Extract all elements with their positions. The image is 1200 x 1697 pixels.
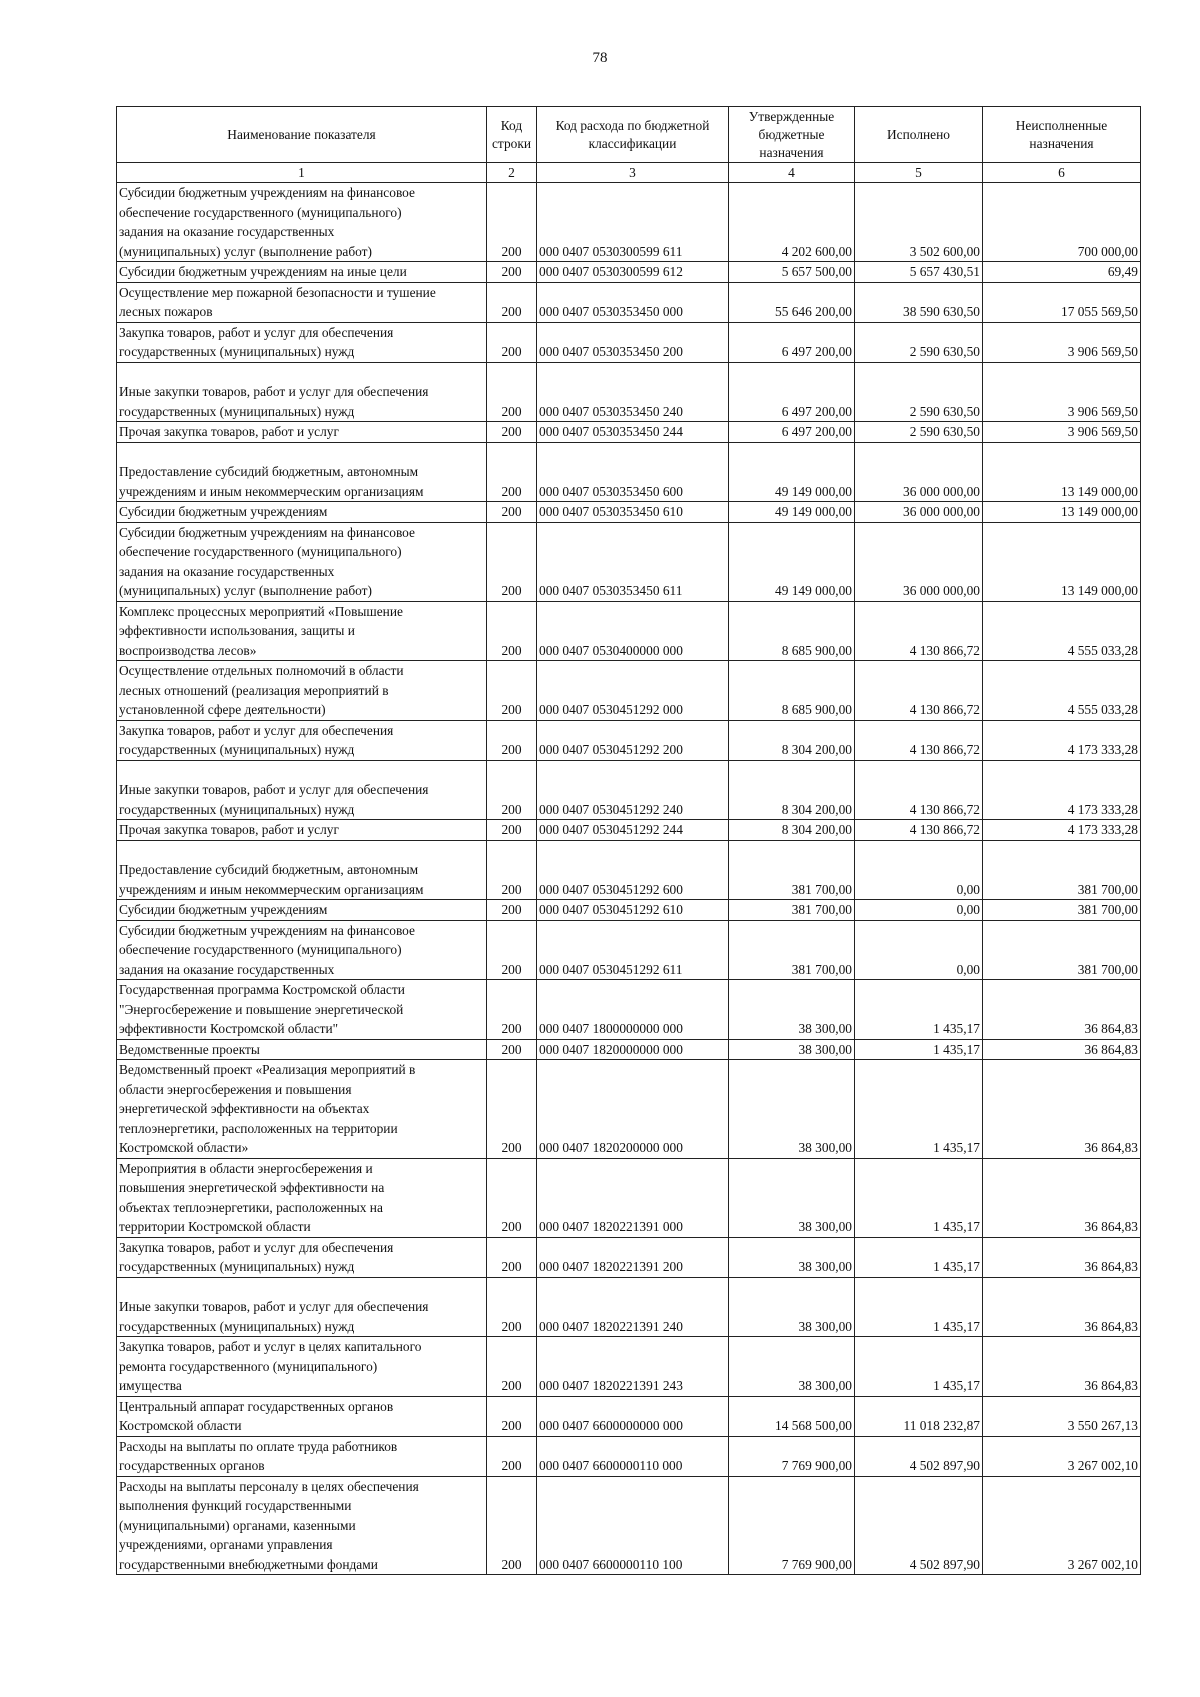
unexecuted-amount-cell: 13 149 000,00 [983,522,1141,601]
page-number: 78 [592,50,608,66]
indicator-name-cell: Предоставление субсидий бюджетным, автономным учреждениям и иным некоммерческим организациям [117,442,487,502]
indicator-name-cell: Государственная программа Костромской области "Энергосбережение и повышение энергетической эффективности Костромской области" [117,980,487,1040]
line-code-cell: 200 [487,820,537,841]
executed-amount-cell: 36 000 000,00 [855,502,983,523]
table-row [117,1476,1141,1575]
expense-code-cell: 000 0407 1820200000 000 [537,1060,729,1159]
table-row [117,183,1141,262]
approved-amount-cell: 49 149 000,00 [729,502,855,523]
executed-amount-cell: 0,00 [855,920,983,980]
unexecuted-amount-cell: 36 864,83 [983,1277,1141,1337]
unexecuted-amount-cell: 4 173 333,28 [983,720,1141,760]
table-row [117,1060,1141,1159]
indicator-name-cell: Мероприятия в области энергосбережения и повышения энергетической эффективности на объектах теплоэнергетики, расположенных на территории Костромской области [117,1158,487,1237]
line-code-cell: 200 [487,980,537,1040]
expense-code-cell: 000 0407 0530451292 240 [537,760,729,820]
approved-amount-cell: 7 769 900,00 [729,1436,855,1476]
unexecuted-amount-cell: 700 000,00 [983,183,1141,262]
line-code-cell: 200 [487,840,537,900]
indicator-name-cell: Ведомственный проект «Реализация мероприятий в области энергосбережения и повышения энергетической эффективности на объектах теплоэнергетики, расположенных на территории Костромской области» [117,1060,487,1159]
header-unexecuted: Неисполненные назначения [983,107,1141,163]
line-code-cell: 200 [487,262,537,283]
unexecuted-amount-cell: 69,49 [983,262,1141,283]
unexecuted-amount-cell: 4 173 333,28 [983,760,1141,820]
line-code-cell: 200 [487,1158,537,1237]
line-code-cell: 200 [487,900,537,921]
expense-code-cell: 000 0407 0530451292 610 [537,900,729,921]
executed-amount-cell: 5 657 430,51 [855,262,983,283]
table-row [117,661,1141,721]
expense-code-cell: 000 0407 0530353450 244 [537,422,729,443]
table-row [117,322,1141,362]
approved-amount-cell: 38 300,00 [729,1277,855,1337]
unexecuted-amount-cell: 3 906 569,50 [983,322,1141,362]
executed-amount-cell: 1 435,17 [855,1158,983,1237]
table-row [117,1158,1141,1237]
unexecuted-amount-cell: 13 149 000,00 [983,442,1141,502]
expense-code-cell: 000 0407 6600000110 100 [537,1476,729,1575]
line-code-cell: 200 [487,362,537,422]
unexecuted-amount-cell: 3 267 002,10 [983,1436,1141,1476]
approved-amount-cell: 381 700,00 [729,900,855,921]
unexecuted-amount-cell: 36 864,83 [983,1060,1141,1159]
expense-code-cell: 000 0407 6600000000 000 [537,1396,729,1436]
approved-amount-cell: 8 304 200,00 [729,720,855,760]
unexecuted-amount-cell: 381 700,00 [983,920,1141,980]
header-executed: Исполнено [855,107,983,163]
executed-amount-cell: 38 590 630,50 [855,282,983,322]
line-code-cell: 200 [487,1277,537,1337]
executed-amount-cell: 4 130 866,72 [855,720,983,760]
line-code-cell: 200 [487,720,537,760]
line-code-cell: 200 [487,322,537,362]
unexecuted-amount-cell: 3 267 002,10 [983,1476,1141,1575]
table-row [117,1436,1141,1476]
indicator-name-cell: Осуществление мер пожарной безопасности и тушение лесных пожаров [117,282,487,322]
approved-amount-cell: 4 202 600,00 [729,183,855,262]
approved-amount-cell: 55 646 200,00 [729,282,855,322]
indicator-name-cell: Иные закупки товаров, работ и услуг для обеспечения государственных (муниципальных) нужд [117,1277,487,1337]
line-code-cell: 200 [487,1237,537,1277]
expense-code-cell: 000 0407 1800000000 000 [537,980,729,1040]
unexecuted-amount-cell: 36 864,83 [983,1337,1141,1397]
expense-code-cell: 000 0407 1820221391 240 [537,1277,729,1337]
line-code-cell: 200 [487,1476,537,1575]
expense-code-cell: 000 0407 0530451292 200 [537,720,729,760]
executed-amount-cell: 2 590 630,50 [855,322,983,362]
expense-code-cell: 000 0407 0530353450 611 [537,522,729,601]
executed-amount-cell: 4 130 866,72 [855,601,983,661]
approved-amount-cell: 7 769 900,00 [729,1476,855,1575]
expense-code-cell: 000 0407 0530451292 244 [537,820,729,841]
expense-code-cell: 000 0407 0530353450 610 [537,502,729,523]
executed-amount-cell: 4 130 866,72 [855,661,983,721]
executed-amount-cell: 1 435,17 [855,1039,983,1060]
executed-amount-cell: 1 435,17 [855,1060,983,1159]
approved-amount-cell: 38 300,00 [729,1158,855,1237]
budget-execution-table [116,106,1141,1575]
executed-amount-cell: 1 435,17 [855,1237,983,1277]
approved-amount-cell: 6 497 200,00 [729,322,855,362]
approved-amount-cell: 38 300,00 [729,1039,855,1060]
table-row [117,601,1141,661]
executed-amount-cell: 1 435,17 [855,980,983,1040]
executed-amount-cell: 36 000 000,00 [855,522,983,601]
table-row [117,362,1141,422]
unexecuted-amount-cell: 3 906 569,50 [983,422,1141,443]
unexecuted-amount-cell: 4 555 033,28 [983,661,1141,721]
column-number: 1 [117,163,487,183]
expense-code-cell: 000 0407 0530451292 600 [537,840,729,900]
executed-amount-cell: 11 018 232,87 [855,1396,983,1436]
unexecuted-amount-cell: 4 555 033,28 [983,601,1141,661]
table-row [117,820,1141,841]
indicator-name-cell: Субсидии бюджетным учреждениям на финансовое обеспечение государственного (муниципального) задания на оказание государственных [117,920,487,980]
line-code-cell: 200 [487,282,537,322]
approved-amount-cell: 38 300,00 [729,1237,855,1277]
table-row [117,840,1141,900]
table-row [117,1039,1141,1060]
table-row [117,522,1141,601]
executed-amount-cell: 4 130 866,72 [855,820,983,841]
executed-amount-cell: 4 502 897,90 [855,1476,983,1575]
executed-amount-cell: 0,00 [855,840,983,900]
approved-amount-cell: 8 304 200,00 [729,820,855,841]
approved-amount-cell: 381 700,00 [729,920,855,980]
approved-amount-cell: 14 568 500,00 [729,1396,855,1436]
column-number: 2 [487,163,537,183]
indicator-name-cell: Иные закупки товаров, работ и услуг для обеспечения государственных (муниципальных) нужд [117,362,487,422]
line-code-cell: 200 [487,522,537,601]
indicator-name-cell: Субсидии бюджетным учреждениям [117,502,487,523]
header-line-code: Код строки [487,107,537,163]
unexecuted-amount-cell: 3 906 569,50 [983,362,1141,422]
executed-amount-cell: 36 000 000,00 [855,442,983,502]
executed-amount-cell: 4 502 897,90 [855,1436,983,1476]
unexecuted-amount-cell: 36 864,83 [983,1237,1141,1277]
approved-amount-cell: 6 497 200,00 [729,422,855,443]
indicator-name-cell: Прочая закупка товаров, работ и услуг [117,820,487,841]
unexecuted-amount-cell: 17 055 569,50 [983,282,1141,322]
unexecuted-amount-cell: 3 550 267,13 [983,1396,1141,1436]
expense-code-cell: 000 0407 1820221391 200 [537,1237,729,1277]
column-numbers-row [117,163,1141,183]
table-row [117,422,1141,443]
line-code-cell: 200 [487,920,537,980]
approved-amount-cell: 8 304 200,00 [729,760,855,820]
header-approved: Утвержденные бюджетные назначения [729,107,855,163]
column-number: 4 [729,163,855,183]
expense-code-cell: 000 0407 0530353450 200 [537,322,729,362]
column-number: 3 [537,163,729,183]
table-row [117,720,1141,760]
indicator-name-cell: Расходы на выплаты по оплате труда работников государственных органов [117,1436,487,1476]
table-row [117,502,1141,523]
executed-amount-cell: 1 435,17 [855,1277,983,1337]
table-row [117,760,1141,820]
table-row [117,1277,1141,1337]
expense-code-cell: 000 0407 0530300599 612 [537,262,729,283]
table-row [117,442,1141,502]
unexecuted-amount-cell: 381 700,00 [983,840,1141,900]
table-row [117,1237,1141,1277]
approved-amount-cell: 38 300,00 [729,1060,855,1159]
expense-code-cell: 000 0407 0530300599 611 [537,183,729,262]
unexecuted-amount-cell: 36 864,83 [983,1039,1141,1060]
approved-amount-cell: 38 300,00 [729,980,855,1040]
executed-amount-cell: 2 590 630,50 [855,362,983,422]
indicator-name-cell: Предоставление субсидий бюджетным, автономным учреждениям и иным некоммерческим организациям [117,840,487,900]
executed-amount-cell: 2 590 630,50 [855,422,983,443]
approved-amount-cell: 38 300,00 [729,1337,855,1397]
approved-amount-cell: 49 149 000,00 [729,442,855,502]
expense-code-cell: 000 0407 1820221391 000 [537,1158,729,1237]
line-code-cell: 200 [487,442,537,502]
expense-code-cell: 000 0407 1820221391 243 [537,1337,729,1397]
table-row [117,900,1141,921]
expense-code-cell: 000 0407 6600000110 000 [537,1436,729,1476]
line-code-cell: 200 [487,1039,537,1060]
line-code-cell: 200 [487,502,537,523]
table-row [117,1396,1141,1436]
indicator-name-cell: Субсидии бюджетным учреждениям на финансовое обеспечение государственного (муниципального) задания на оказание государственных (муниципальных) услуг (выполнение работ) [117,522,487,601]
approved-amount-cell: 8 685 900,00 [729,661,855,721]
expense-code-cell: 000 0407 0530353450 600 [537,442,729,502]
unexecuted-amount-cell: 4 173 333,28 [983,820,1141,841]
column-number: 6 [983,163,1141,183]
indicator-name-cell: Комплекс процессных мероприятий «Повышение эффективности использования, защиты и воспроизводства лесов» [117,601,487,661]
approved-amount-cell: 381 700,00 [729,840,855,900]
line-code-cell: 200 [487,601,537,661]
unexecuted-amount-cell: 13 149 000,00 [983,502,1141,523]
table-row [117,1337,1141,1397]
expense-code-cell: 000 0407 0530451292 000 [537,661,729,721]
expense-code-cell: 000 0407 1820000000 000 [537,1039,729,1060]
indicator-name-cell: Субсидии бюджетным учреждениям на финансовое обеспечение государственного (муниципального) задания на оказание государственных (муниципальных) услуг (выполнение работ) [117,183,487,262]
indicator-name-cell: Субсидии бюджетным учреждениям [117,900,487,921]
indicator-name-cell: Осуществление отдельных полномочий в области лесных отношений (реализация мероприятий в установленной сфере деятельности) [117,661,487,721]
executed-amount-cell: 1 435,17 [855,1337,983,1397]
approved-amount-cell: 5 657 500,00 [729,262,855,283]
line-code-cell: 200 [487,1060,537,1159]
indicator-name-cell: Закупка товаров, работ и услуг в целях капитального ремонта государственного (муниципального) имущества [117,1337,487,1397]
indicator-name-cell: Закупка товаров, работ и услуг для обеспечения государственных (муниципальных) нужд [117,322,487,362]
expense-code-cell: 000 0407 0530353450 000 [537,282,729,322]
line-code-cell: 200 [487,422,537,443]
expense-code-cell: 000 0407 0530451292 611 [537,920,729,980]
line-code-cell: 200 [487,183,537,262]
indicator-name-cell: Прочая закупка товаров, работ и услуг [117,422,487,443]
indicator-name-cell: Субсидии бюджетным учреждениям на иные цели [117,262,487,283]
indicator-name-cell: Ведомственные проекты [117,1039,487,1060]
unexecuted-amount-cell: 36 864,83 [983,1158,1141,1237]
indicator-name-cell: Расходы на выплаты персоналу в целях обеспечения выполнения функций государственными (муниципальными) органами, казенными учреждениями, органами управления государственными внебюджетными фондами [117,1476,487,1575]
column-number: 5 [855,163,983,183]
line-code-cell: 200 [487,1337,537,1397]
indicator-name-cell: Закупка товаров, работ и услуг для обеспечения государственных (муниципальных) нужд [117,1237,487,1277]
table-row [117,920,1141,980]
table-row [117,282,1141,322]
table-row [117,980,1141,1040]
line-code-cell: 200 [487,1396,537,1436]
line-code-cell: 200 [487,760,537,820]
expense-code-cell: 000 0407 0530400000 000 [537,601,729,661]
executed-amount-cell: 3 502 600,00 [855,183,983,262]
table-header-row [117,107,1141,163]
line-code-cell: 200 [487,1436,537,1476]
table-row [117,262,1141,283]
executed-amount-cell: 4 130 866,72 [855,760,983,820]
indicator-name-cell: Закупка товаров, работ и услуг для обеспечения государственных (муниципальных) нужд [117,720,487,760]
header-indicator-name: Наименование показателя [117,107,487,163]
expense-code-cell: 000 0407 0530353450 240 [537,362,729,422]
unexecuted-amount-cell: 381 700,00 [983,900,1141,921]
indicator-name-cell: Иные закупки товаров, работ и услуг для обеспечения государственных (муниципальных) нужд [117,760,487,820]
approved-amount-cell: 8 685 900,00 [729,601,855,661]
header-expense-code: Код расхода по бюджетной классификации [537,107,729,163]
approved-amount-cell: 6 497 200,00 [729,362,855,422]
table-body [117,183,1141,1575]
approved-amount-cell: 49 149 000,00 [729,522,855,601]
line-code-cell: 200 [487,661,537,721]
unexecuted-amount-cell: 36 864,83 [983,980,1141,1040]
indicator-name-cell: Центральный аппарат государственных органов Костромской области [117,1396,487,1436]
executed-amount-cell: 0,00 [855,900,983,921]
